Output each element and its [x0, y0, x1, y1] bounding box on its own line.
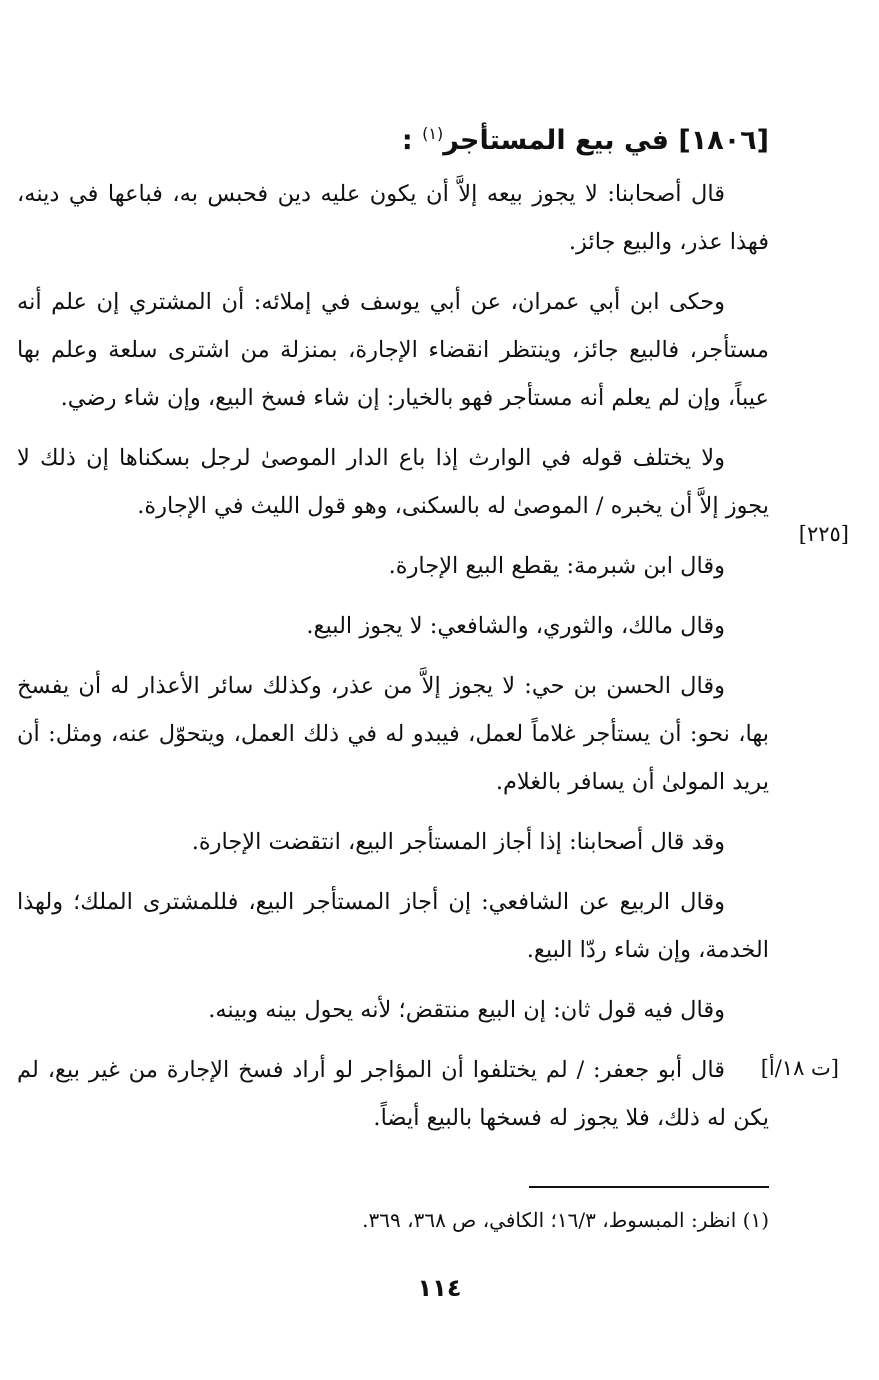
- paragraph: وحكى ابن أبي عمران، عن أبي يوسف في إملائه: أن المشتري إن علم أنه مستأجر، فالبيع جائز، وينتظر انقضاء الإجارة، بمنزلة من اشترى سلعة وعلم بها عيباً، وإن لم يعلم أنه مستأجر فهو بالخيار: إن شاء فسخ البيع، وإن شاء رضي.: [17, 289, 769, 411]
- heading-colon: :: [401, 125, 413, 156]
- paragraph: ولا يختلف قوله في الوارث إذا باع الدار الموصىٰ لرجل بسكناها إن ذلك لا يجوز إلاَّ أن يخبره / الموصىٰ له بالسكنى، وهو قول الليث في الإجارة.: [17, 445, 769, 519]
- margin-manuscript-reference: [ت ١٨/أ]: [760, 1056, 839, 1080]
- section-number: [١٨٠٦]: [678, 125, 769, 156]
- footnote-separator: [529, 1186, 769, 1188]
- section-heading: [69, 112, 769, 163]
- section-title: في بيع المستأجر: [443, 125, 669, 156]
- footnote: (١) انظر: المبسوط، ١٦/٣؛ الكافي، ص ٣٦٨، ٣٦٩.: [362, 1208, 769, 1232]
- paragraph: وقال فيه قول ثان: إن البيع منتقض؛ لأنه يحول بينه وبينه.: [208, 997, 725, 1023]
- footnote-reference[interactable]: (١): [422, 124, 444, 143]
- paragraph: وقال مالك، والثوري، والشافعي: لا يجوز البيع.: [306, 613, 725, 639]
- paragraph: قال أبو جعفر: / لم يختلفوا أن المؤاجر لو أراد فسخ الإجارة من غير بيع، لم يكن له ذلك، فلا يجوز له فسخها بالبيع أيضاً.: [17, 1057, 769, 1131]
- paragraph: وقال ابن شبرمة: يقطع البيع الإجارة.: [388, 553, 725, 579]
- margin-page-reference: [٢٢٥]: [798, 522, 849, 546]
- paragraph: وقد قال أصحابنا: إذا أجاز المستأجر البيع، انتقضت الإجارة.: [191, 829, 725, 855]
- paragraph: وقال الربيع عن الشافعي: إن أجاز المستأجر البيع، فللمشترى الملك؛ ولهذا الخدمة، وإن شاء ردّا البيع.: [17, 889, 769, 963]
- body-text: [17, 170, 769, 1154]
- paragraph: وقال الحسن بن حي: لا يجوز إلاَّ من عذر، وكذلك سائر الأعذار له أن يفسخ بها، نحو: أن يستأجر غلاماً لعمل، فيبدو له في ذلك العمل، ويتحوّل عنه، ومثل: أن يريد المولىٰ أن يسافر بالغلام.: [17, 673, 769, 795]
- paragraph: قال أصحابنا: لا يجوز بيعه إلاَّ أن يكون عليه دين فحبس به، فباعها في دينه، فهذا عذر، والبيع جائز.: [17, 181, 769, 255]
- page-number: ١١٤: [417, 1274, 462, 1302]
